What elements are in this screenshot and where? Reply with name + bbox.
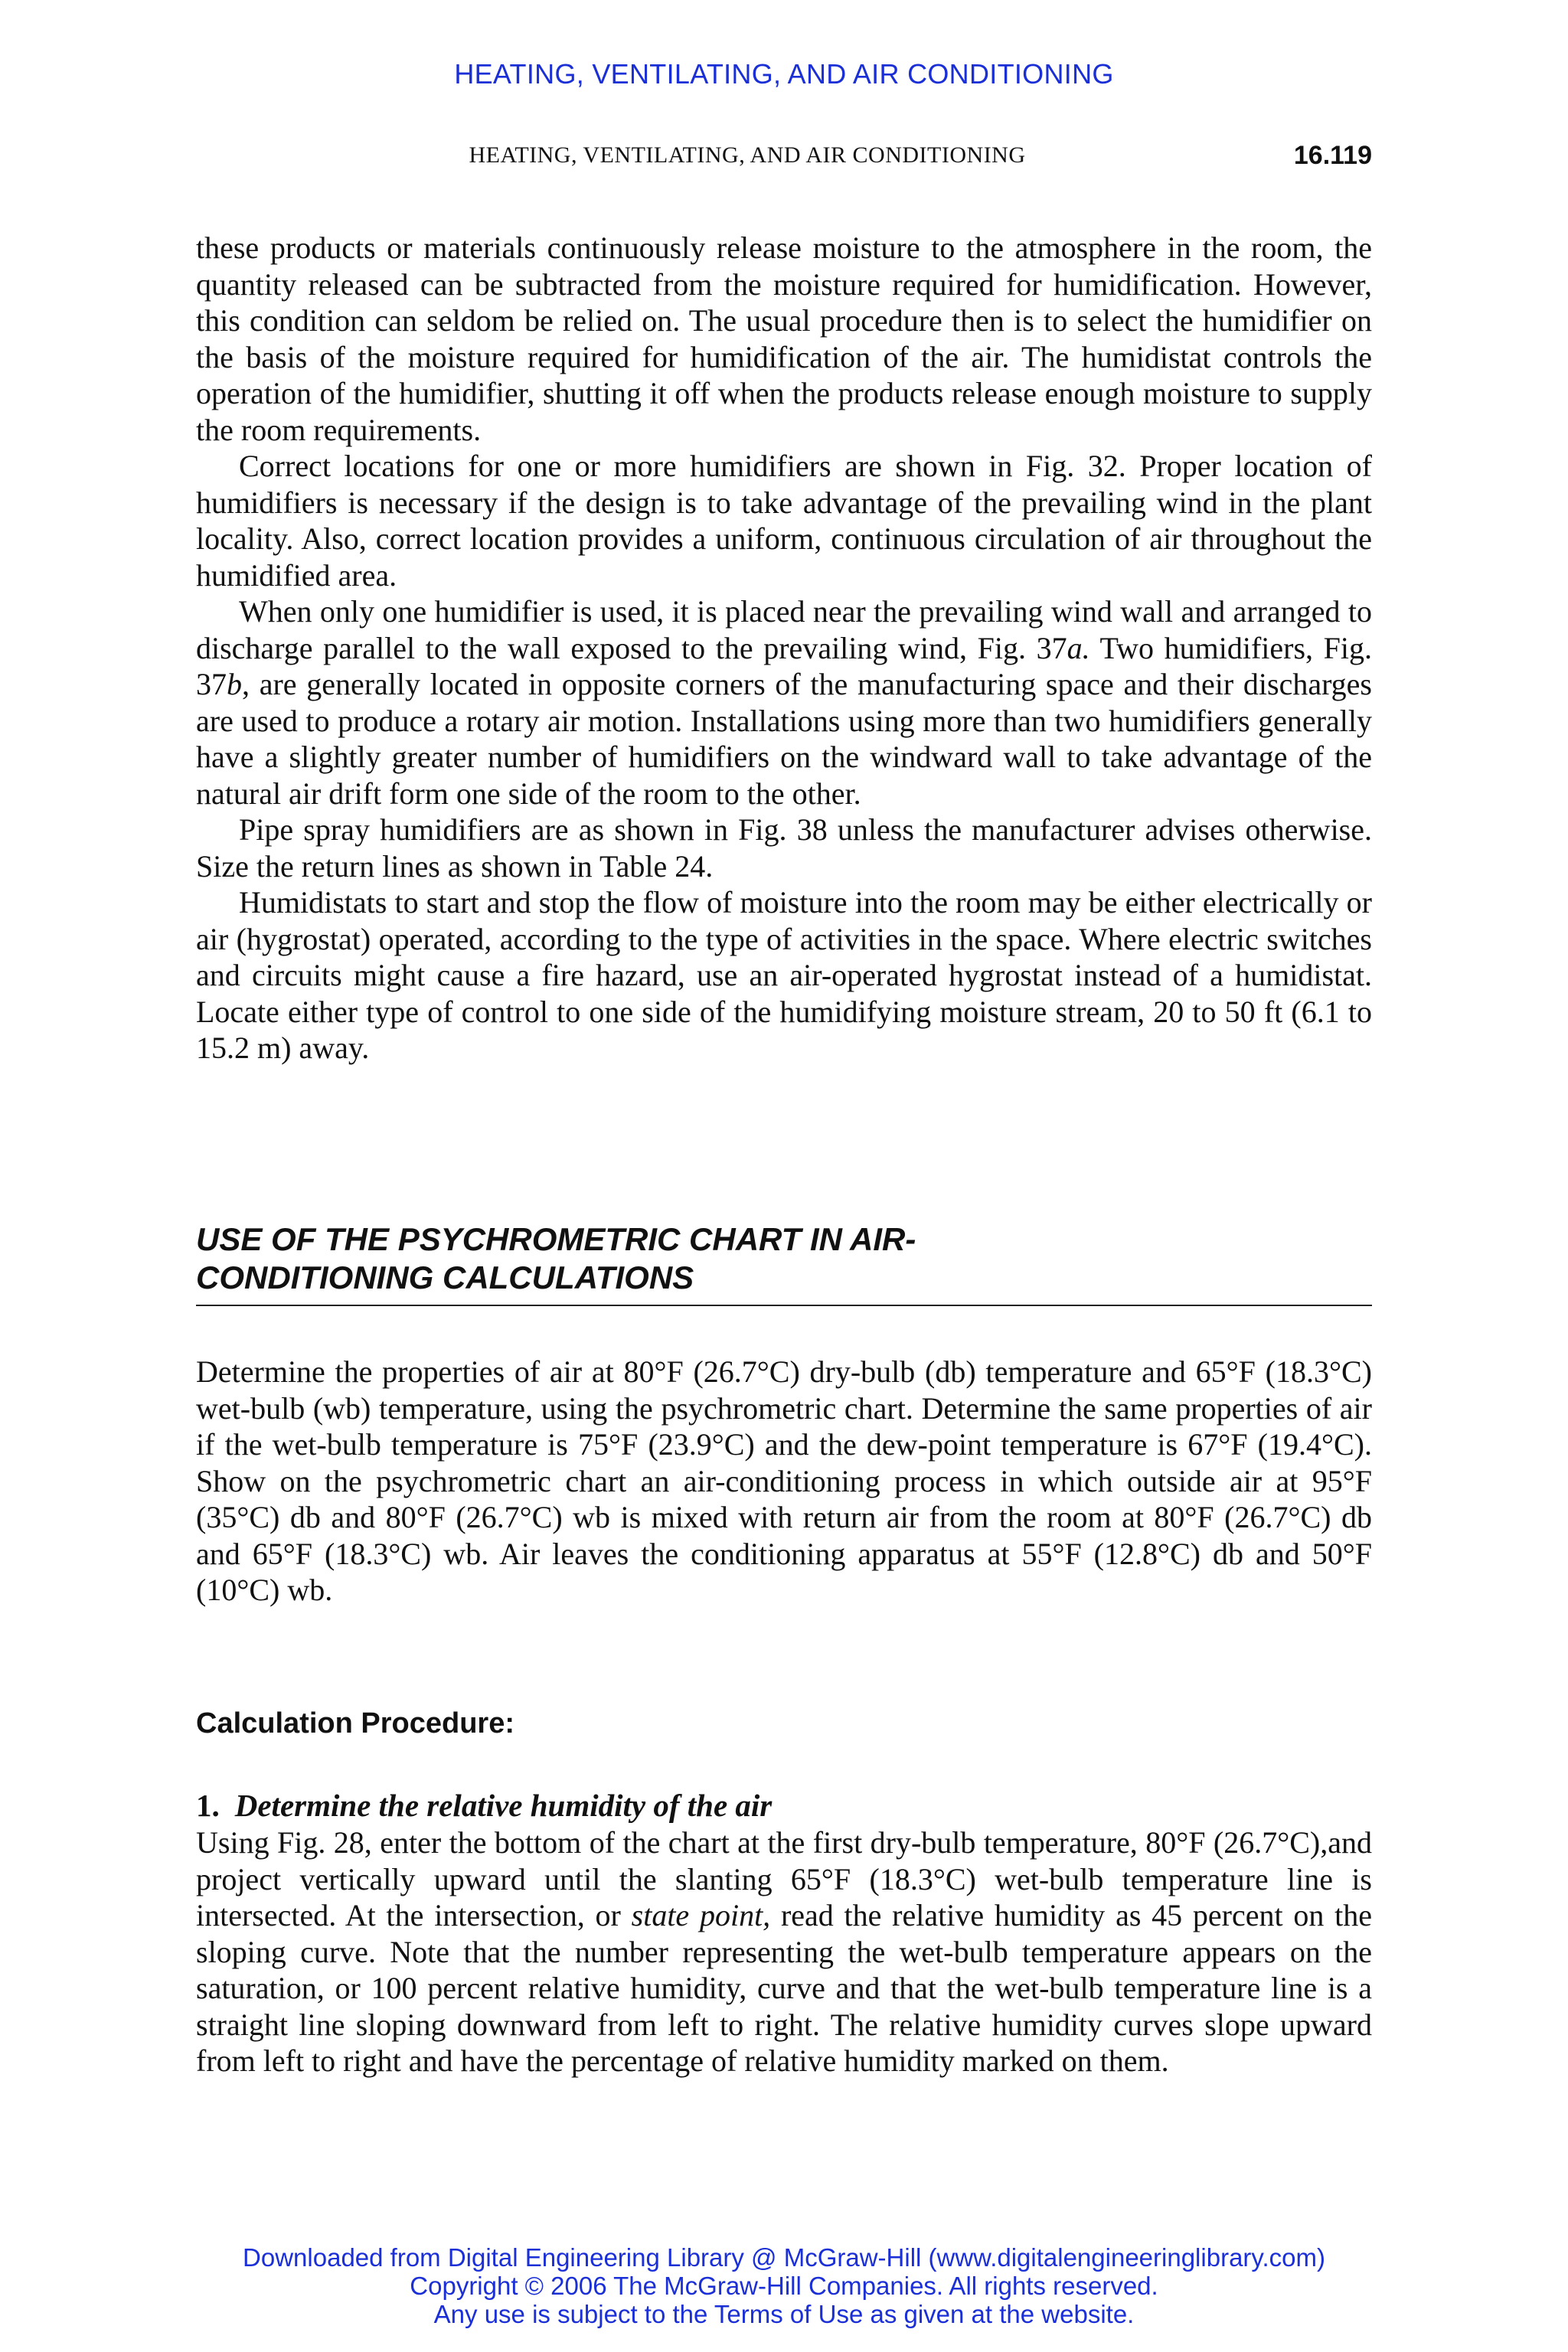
- paragraph: Correct locations for one or more humidifiers are shown in Fig. 32. Proper location of humidifiers is necessary if the design is to take advantage of the prevailing wind in the plant locality. Also, correct location provides a uniform, continuous circulation of air throughout the humidified area.: [196, 449, 1372, 593]
- term-italic: state point,: [631, 1898, 771, 1932]
- intro-text: [196, 230, 1372, 1067]
- procedure-heading: Calculation Procedure:: [196, 1707, 514, 1740]
- step-heading: [196, 1787, 1372, 1824]
- footer-line: Copyright © 2006 The McGraw-Hill Companies. All rights reserved.: [410, 2272, 1158, 2300]
- footer: [0, 2243, 1568, 2328]
- paragraph: Determine the properties of air at 80°F (26.7°C) dry-bulb (db) temperature and 65°F (18.3°C) wet-bulb (wb) temperature, using the psychrometric chart. Determine the same properties of air if the wet-bulb temperature is 75°F (23.9°C) and the dew-point temperature is 67°F (19.4°C). Show on the psychrometric chart an air-conditioning process in which outside air at 95°F (35°C) db and 80°F (26.7°C) wb is mixed with return air from the room at 80°F (26.7°C) db and 65°F (18.3°C) wb. Air leaves the conditioning apparatus at 55°F (12.8°C) db and 50°F (10°C) wb.: [196, 1354, 1372, 1607]
- source-banner: HEATING, VENTILATING, AND AIR CONDITIONING: [454, 58, 1114, 90]
- step-title: Determine the relative humidity of the air: [234, 1788, 773, 1823]
- text-run: Using Fig. 28, enter the bottom of the chart at the first dry-bulb temperature, 80°F (26.7°C),and project vertically upward until the slanting 65°F (18.3°C) wet-bulb temperature line is intersected. At the intersection, or: [196, 1825, 1372, 1932]
- running-head: [196, 142, 1372, 176]
- figure-ref-italic: a.: [1067, 630, 1090, 665]
- problem-statement: [196, 1354, 1372, 1609]
- text-run: Two humidifiers, Fig. 37: [196, 630, 1372, 701]
- figure-ref-italic: b: [227, 667, 242, 701]
- footer-line: Any use is subject to the Terms of Use as given at the website.: [433, 2300, 1135, 2328]
- footer-line: Downloaded from Digital Engineering Library @ McGraw-Hill (www.digitalengineeringlibrary.com): [243, 2243, 1325, 2272]
- step-number: 1.: [196, 1788, 220, 1823]
- paragraph: Humidistats to start and stop the flow of moisture into the room may be either electrically or air (hygrostat) operated, according to the type of activities in the space. Where electric switches and circuits might cause a fire hazard, use an air-operated hygrostat instead of a humidistat. Locate either type of control to one side of the humidifying moisture stream, 20 to 50 ft (6.1 to 15.2 m) away.: [196, 885, 1372, 1065]
- text-run: When only one humidifier is used, it is placed near the prevailing wind wall and arranged to discharge parallel to the wall exposed to the prevailing wind, Fig. 37: [196, 594, 1372, 665]
- paragraph: [196, 593, 1372, 812]
- paragraph: these products or materials continuously release moisture to the atmosphere in the room, the quantity released can be subtracted from the moisture required for humidification. However, this condition can seldom be relied on. The usual procedure then is to select the humidifier on the basis of the moisture required for humidification of the air. The humidistat controls the operation of the humidifier, shutting it off when the products release enough moisture to supply the room requirements.: [196, 230, 1372, 447]
- paragraph: [196, 1824, 1372, 2079]
- paragraph: Pipe spray humidifiers are as shown in Fig. 38 unless the manufacturer advises otherwise. Size the return lines as shown in Table 24.: [196, 812, 1372, 884]
- section-heading-line: USE OF THE PSYCHROMETRIC CHART IN AIR-: [196, 1221, 916, 1257]
- running-head-title: HEATING, VENTILATING, AND AIR CONDITIONING: [469, 142, 1026, 168]
- step-text: [196, 1824, 1372, 2079]
- text-run: read the relative humidity as 45 percent on the sloping curve. Note that the number representing the wet-bulb temperature appears on the saturation, or 100 percent relative humidity, curve and that the wet-bulb temperature line is a straight line sloping downward from left to right. The relative humidity curves slope upward from left to right and have the percentage of relative humidity marked on them.: [196, 1898, 1373, 2078]
- section-heading-line: CONDITIONING CALCULATIONS: [196, 1259, 694, 1295]
- section-heading: [196, 1220, 1372, 1306]
- text-run: , are generally located in opposite corners of the manufacturing space and their discharges are used to produce a rotary air motion. Installations using more than two humidifiers generally have a slightly greater number of humidifiers on the windward wall to take advantage of the natural air drift form one side of the room to the other.: [196, 667, 1372, 811]
- page-number: 16.119: [1293, 141, 1372, 170]
